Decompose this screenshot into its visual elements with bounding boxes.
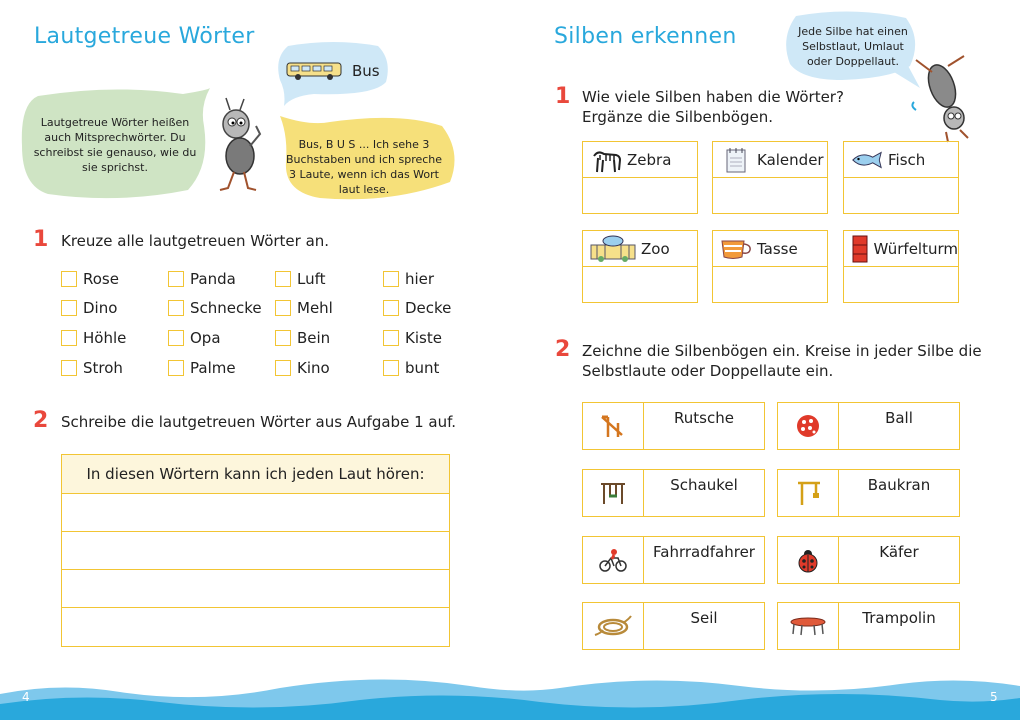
dice-tower-icon: [850, 234, 869, 264]
draw-word: Fahrradfahrer: [653, 543, 755, 561]
syllable-card: [712, 141, 828, 214]
syllables-task2-line1: Zeichne die Silbenbögen ein. Kreise in jeder Silbe die: [582, 342, 982, 360]
crane-icon: [778, 470, 839, 516]
syllable-word: Kalender: [757, 150, 824, 169]
checkbox[interactable]: [168, 271, 184, 287]
checkbox[interactable]: [168, 360, 184, 376]
syllable-word: Fisch: [888, 150, 926, 169]
checkbox-item[interactable]: [61, 328, 126, 348]
checkbox[interactable]: [275, 300, 291, 316]
checkbox-label: Mehl: [297, 299, 333, 317]
syllables-task1-number: 1: [555, 84, 571, 109]
writing-box: [61, 454, 450, 647]
checkbox-label: hier: [405, 270, 435, 288]
task2-number: 2: [33, 408, 49, 433]
syllable-card: [582, 141, 698, 214]
checkbox-label: Rose: [83, 270, 119, 288]
syllable-draw-card: [582, 402, 765, 450]
draw-word: Ball: [885, 409, 913, 427]
checkbox[interactable]: [61, 271, 77, 287]
cyclist-icon: [583, 537, 644, 583]
checkbox-item[interactable]: [61, 358, 123, 378]
cup-icon: [719, 234, 753, 264]
writing-line[interactable]: [62, 532, 449, 570]
task1-text: Kreuze alle lautgetreuen Wörter an.: [61, 232, 330, 250]
checkbox[interactable]: [61, 300, 77, 316]
checkbox-label: Palme: [190, 359, 236, 377]
trampoline-icon: [778, 603, 839, 649]
syllable-word: Zebra: [627, 150, 672, 169]
syllables-task2-line2: Selbstlaute oder Doppellaute ein.: [582, 362, 834, 380]
swing-icon: [583, 470, 644, 516]
syllable-word: Tasse: [757, 239, 798, 258]
checkbox-item[interactable]: [168, 298, 262, 318]
checkbox-label: Kiste: [405, 329, 442, 347]
syllables-task1-line1: Wie viele Silben haben die Wörter?: [582, 88, 844, 106]
acrobat-ant-icon: [908, 52, 978, 144]
syllable-card: [712, 230, 828, 303]
checkbox-label: Kino: [297, 359, 330, 377]
left-page-number: 4: [22, 690, 30, 704]
checkbox-item[interactable]: [383, 328, 442, 348]
checkbox[interactable]: [168, 300, 184, 316]
checkbox-item[interactable]: [275, 358, 330, 378]
checkbox[interactable]: [61, 330, 77, 346]
checkbox-item[interactable]: [168, 269, 236, 289]
syllable-draw-card: [582, 469, 765, 517]
syllable-card: [843, 230, 959, 303]
bus-icon: [286, 61, 344, 81]
syllables-task2-number: 2: [555, 337, 571, 362]
ball-icon: [778, 403, 839, 449]
checkbox-label: Decke: [405, 299, 452, 317]
green-bubble-text: Lautgetreue Wörter heißen auch Mitsprechwörter. Du schreibst sie genauso, wie du sie sprichst.: [33, 116, 197, 174]
checkbox-item[interactable]: [168, 358, 236, 378]
bottom-wave: [0, 664, 1020, 720]
checkbox[interactable]: [275, 330, 291, 346]
checkbox[interactable]: [61, 360, 77, 376]
ladybug-icon: [778, 537, 839, 583]
right-page-title: Silben erkennen: [554, 24, 737, 49]
syllable-card: [582, 230, 698, 303]
checkbox[interactable]: [168, 330, 184, 346]
right-bubble-text: Jede Silbe hat einen Selbstlaut, Umlaut oder Doppellaut.: [798, 25, 908, 68]
checkbox-item[interactable]: [168, 328, 221, 348]
checkbox-item[interactable]: [61, 269, 119, 289]
draw-word: Trampolin: [862, 609, 936, 627]
checkbox[interactable]: [275, 271, 291, 287]
syllable-draw-card: [582, 602, 765, 650]
checkbox-item[interactable]: [275, 328, 330, 348]
checkbox-label: Opa: [190, 329, 221, 347]
checkbox-label: Panda: [190, 270, 236, 288]
syllable-draw-card: [777, 602, 960, 650]
writing-line[interactable]: [62, 494, 449, 532]
rope-icon: [583, 603, 644, 649]
syllable-draw-card: [777, 402, 960, 450]
draw-word: Rutsche: [674, 409, 734, 427]
syllable-draw-card: [777, 536, 960, 584]
writing-line[interactable]: [62, 570, 449, 608]
checkbox-item[interactable]: [275, 298, 333, 318]
checkbox-label: Höhle: [83, 329, 127, 347]
checkbox-label: bunt: [405, 359, 440, 377]
zoo-icon: [589, 234, 637, 264]
checkbox-label: Stroh: [83, 359, 123, 377]
checkbox[interactable]: [275, 360, 291, 376]
checkbox-label: Luft: [297, 270, 326, 288]
checkbox[interactable]: [383, 271, 399, 287]
draw-word: Baukran: [867, 476, 931, 494]
checkbox[interactable]: [383, 360, 399, 376]
syllables-task1-line2: Ergänze die Silbenbögen.: [582, 108, 773, 126]
syllable-word: Zoo: [641, 239, 670, 258]
syllable-draw-card: [777, 469, 960, 517]
checkbox-label: Bein: [297, 329, 331, 347]
blue-bubble-text: Bus: [352, 62, 380, 80]
task1-number: 1: [33, 227, 49, 252]
checkbox-label: Schnecke: [190, 299, 262, 317]
checkbox-item[interactable]: [61, 298, 117, 318]
yellow-bubble-text: Bus, B U S ... Ich sehe 3 Buchstaben und ich spreche 3 Laute, wenn ich das Wort laut lese.: [285, 138, 443, 196]
draw-word: Käfer: [879, 543, 919, 561]
zebra-icon: [589, 145, 623, 175]
writing-line[interactable]: [62, 608, 449, 646]
fish-icon: [850, 145, 884, 175]
left-page-title: Lautgetreue Wörter: [34, 24, 255, 49]
calendar-icon: [719, 145, 753, 175]
checkbox-item[interactable]: [383, 358, 439, 378]
checkbox[interactable]: [383, 330, 399, 346]
ant-character-icon: [212, 96, 272, 196]
checkbox-label: Dino: [83, 299, 118, 317]
checkbox-item[interactable]: [275, 269, 326, 289]
task2-text: Schreibe die lautgetreuen Wörter aus Aufgabe 1 auf.: [61, 413, 457, 431]
draw-word: Seil: [690, 609, 718, 627]
syllable-card: [843, 141, 959, 214]
syllable-draw-card: [582, 536, 765, 584]
checkbox-item[interactable]: [383, 269, 434, 289]
syllable-word: Würfelturm: [873, 239, 958, 258]
checkbox-item[interactable]: [383, 298, 451, 318]
draw-word: Schaukel: [670, 476, 738, 494]
right-page-number: 5: [990, 690, 998, 704]
slide-icon: [583, 403, 644, 449]
checkbox[interactable]: [383, 300, 399, 316]
writing-box-header: In diesen Wörtern kann ich jeden Laut hören:: [62, 455, 449, 494]
